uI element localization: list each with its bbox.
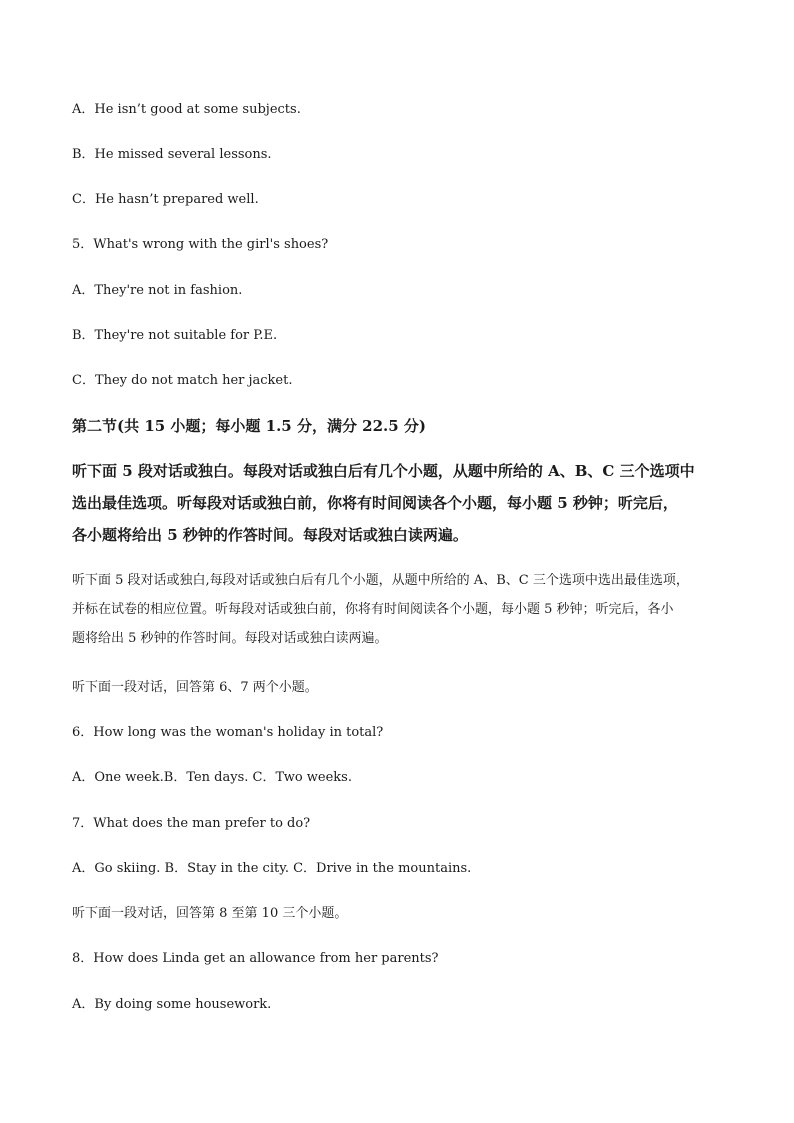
q8-question: 8．How does Linda get an allowance from her parents? — [72, 951, 439, 966]
q5-option-b: B．They're not suitable for P.E. — [72, 328, 278, 343]
normal-instructions-line: 听下面 5 段对话或独白,每段对话或独白后有几个小题，从题中所给的 A、B、C 三个选项中选出最佳选项， — [72, 573, 689, 588]
bold-instructions-line: 听下面 5 段对话或独白。每段对话或独白后有几个小题，从题中所给的 A、B、C 三个选项中 — [72, 462, 695, 480]
dialog1-intro: 听下面一段对话，回答第 6、7 两个小题。 — [72, 680, 318, 695]
q5-question: 5．What's wrong with the girl's shoes? — [72, 237, 329, 252]
q6-options: A．One week.B．Ten days. C．Two weeks. — [72, 770, 352, 785]
q6-question: 6．How long was the woman's holiday in total? — [72, 725, 384, 740]
bold-instructions-line: 选出最佳选项。听每段对话或独白前，你将有时间阅读各个小题，每小题 5 秒钟；听完后， — [72, 494, 678, 512]
q8-option-a: A．By doing some housework. — [72, 997, 272, 1012]
normal-instructions-line: 题将给出 5 秒钟的作答时间。每段对话或独白读两遍。 — [72, 631, 388, 646]
bold-instructions-line: 各小题将给出 5 秒钟的作答时间。每段对话或独白读两遍。 — [72, 526, 468, 544]
q4-option-b: B．He missed several lessons. — [72, 147, 272, 162]
normal-instructions-line: 并标在试卷的相应位置。听每段对话或独白前，你将有时间阅读各个小题，每小题 5 秒钟；听完后，各小 — [72, 602, 674, 617]
q4-option-a: A．He isn’t good at some subjects. — [72, 102, 301, 117]
q7-options: A．Go skiing. B．Stay in the city. C．Drive in the mountains. — [72, 861, 472, 876]
normal-instructions — [72, 566, 732, 653]
bold-instructions — [72, 455, 732, 551]
q4-option-c: C．He hasn’t prepared well. — [72, 192, 259, 207]
section-title: 第二节(共 15 小题；每小题 1.5 分，满分 22.5 分) — [72, 417, 427, 435]
q5-option-c: C．They do not match her jacket. — [72, 373, 293, 388]
dialog2-intro: 听下面一段对话，回答第 8 至第 10 三个小题。 — [72, 906, 348, 921]
q7-question: 7．What does the man prefer to do? — [72, 816, 311, 831]
q5-option-a: A．They're not in fashion. — [72, 283, 243, 298]
